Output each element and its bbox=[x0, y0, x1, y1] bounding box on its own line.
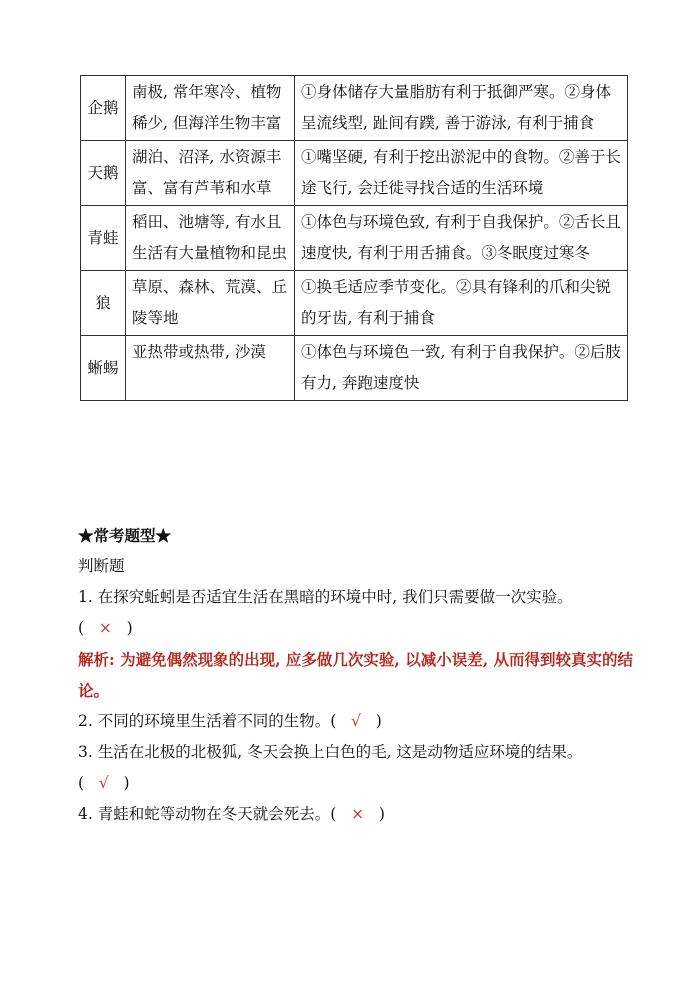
environment-cell: 湖泊、沼泽, 水资源丰富、富有芦苇和水草 bbox=[126, 141, 295, 206]
question-type-label: 判断题 bbox=[78, 557, 125, 575]
adaptation-cell: ①体色与环境色致, 有利于自我保护。②舌长且速度快, 有利于用舌捕食。③冬眠度过寒冬 bbox=[295, 206, 628, 271]
section-title: ★常考题型★ bbox=[78, 526, 172, 545]
table-row bbox=[81, 76, 628, 141]
cross-mark: × bbox=[98, 619, 112, 637]
answer-blank: ( × ) bbox=[330, 805, 385, 823]
question-2 bbox=[78, 706, 638, 737]
animal-cell: 天鹅 bbox=[81, 141, 126, 206]
animal-adaptation-table bbox=[80, 75, 628, 401]
question-4 bbox=[78, 799, 638, 830]
animal-cell: 青蛙 bbox=[81, 206, 126, 271]
exercise-section bbox=[78, 520, 638, 830]
environment-cell: 亚热带或热带, 沙漠 bbox=[126, 336, 295, 401]
adaptation-cell: ①体色与环境色一致, 有利于自我保护。②后肢有力, 奔跑速度快 bbox=[295, 336, 628, 401]
environment-cell: 南极, 常年寒冷、植物稀少, 但海洋生物丰富 bbox=[126, 76, 295, 141]
question-text: 2. 不同的环境里生活着不同的生物。 bbox=[78, 712, 331, 730]
question-1 bbox=[78, 582, 638, 644]
table-row bbox=[81, 206, 628, 271]
table-row bbox=[81, 141, 628, 206]
adaptation-cell: ①换毛适应季节变化。②具有锋利的爪和尖锐的牙齿, 有利于捕食 bbox=[295, 271, 628, 336]
answer-blank: ( × ) bbox=[78, 619, 133, 637]
table-row bbox=[81, 336, 628, 401]
check-mark: √ bbox=[351, 712, 361, 730]
animal-cell: 狼 bbox=[81, 271, 126, 336]
adaptation-cell: ①嘴坚硬, 有利于挖出淤泥中的食物。②善于长途飞行, 会迁徙寻找合适的生活环境 bbox=[295, 141, 628, 206]
answer-blank: ( √ ) bbox=[330, 712, 382, 730]
adaptation-cell: ①身体储存大量脂肪有利于抵御严寒。②身体呈流线型, 趾间有蹼, 善于游泳, 有利于捕食 bbox=[295, 76, 628, 141]
question-text: 1. 在探究蚯蚓是否适宜生活在黑暗的环境中时, 我们只需要做一次实验。 bbox=[78, 588, 573, 606]
environment-cell: 稻田、池塘等, 有水且生活有大量植物和昆虫 bbox=[126, 206, 295, 271]
question-text: 3. 生活在北极的北极狐, 冬天会换上白色的毛, 这是动物适应环境的结果。 bbox=[78, 743, 583, 761]
animal-cell: 企鹅 bbox=[81, 76, 126, 141]
check-mark: √ bbox=[98, 774, 109, 792]
cross-mark: × bbox=[351, 805, 365, 823]
question-3 bbox=[78, 737, 638, 799]
analysis-text: 解析: 为避免偶然现象的出现, 应多做几次实验, 以减小误差, 从而得到较真实的结论。 bbox=[78, 650, 633, 700]
animal-cell: 蜥蜴 bbox=[81, 336, 126, 401]
question-text: 4. 青蛙和蛇等动物在冬天就会死去。 bbox=[78, 805, 331, 823]
environment-cell: 草原、森林、荒漠、丘陵等地 bbox=[126, 271, 295, 336]
table-row bbox=[81, 271, 628, 336]
answer-blank: ( √ ) bbox=[78, 774, 130, 792]
